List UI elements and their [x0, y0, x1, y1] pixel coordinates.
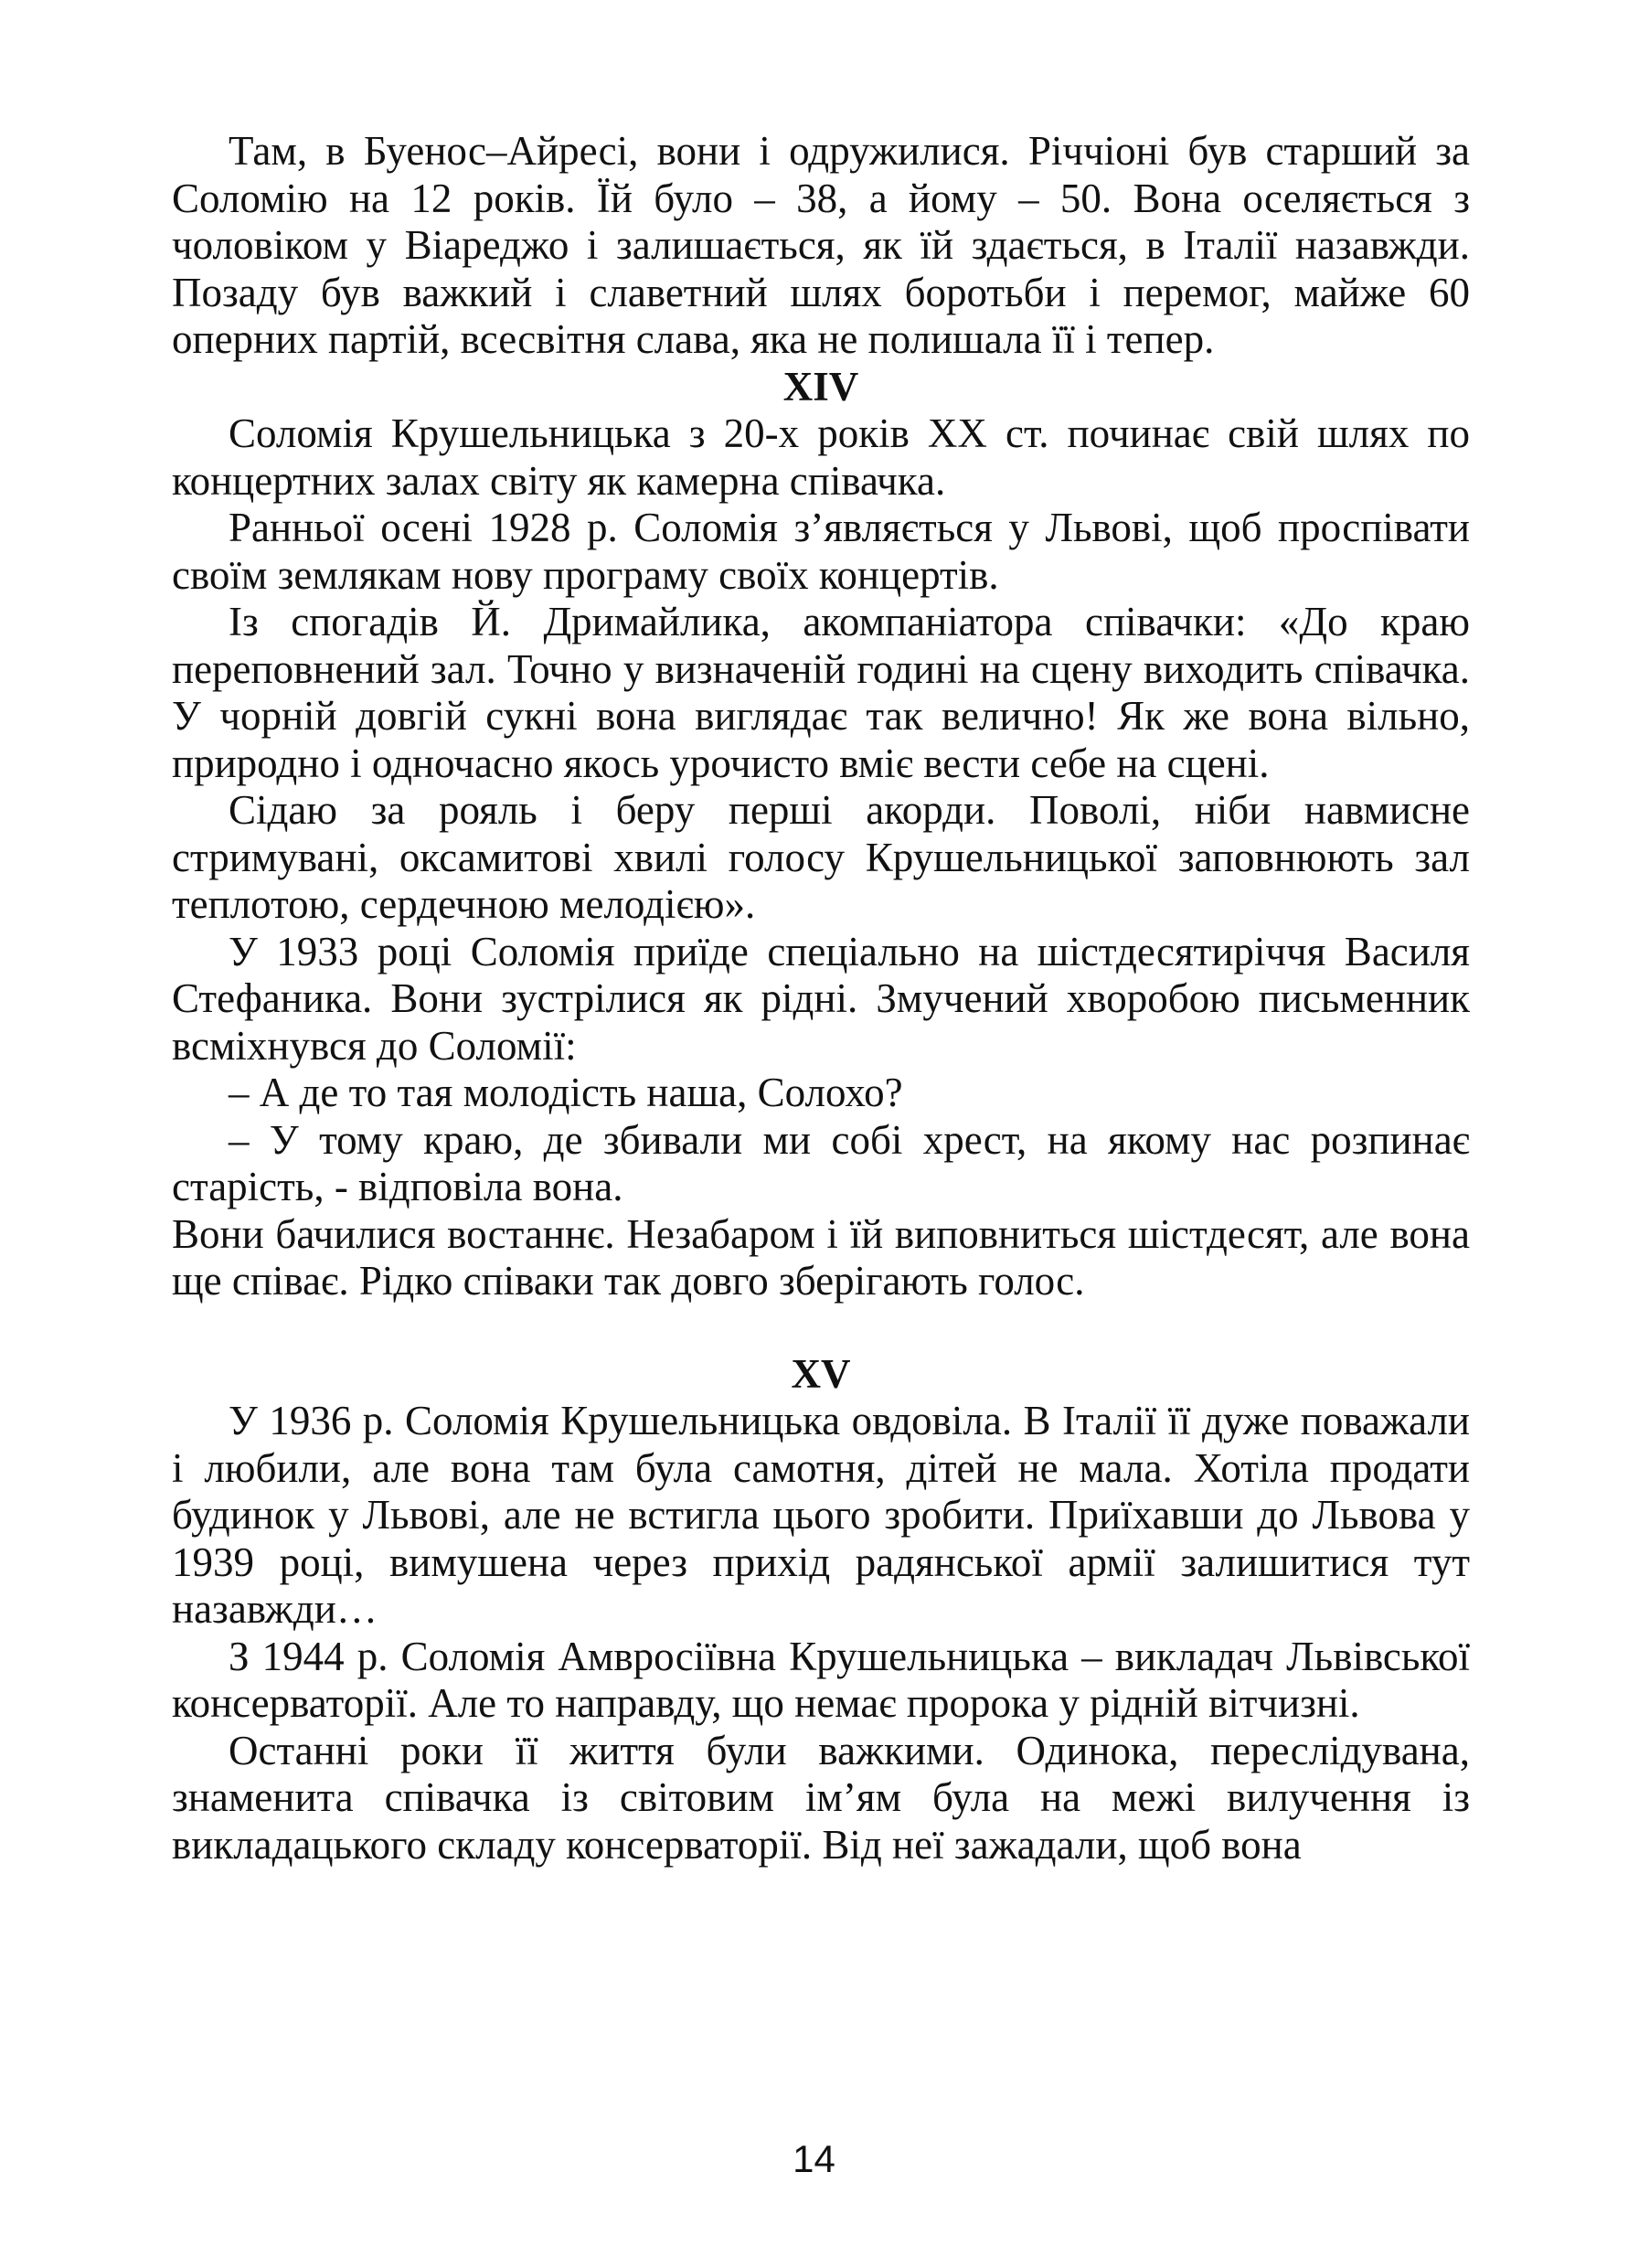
dialogue-line-answer: – У тому краю, де збивали ми собі хрест, на якому нас розпинає старість, - відповіла вона.	[172, 1116, 1470, 1209]
paragraph-last-meeting: Вони бачилися востаннє. Незабаром і їй виповниться шістдесят, але вона ще співає. Рідко співаки так довго зберігають голос.	[172, 1210, 1470, 1304]
dialogue-line-question: – А де то тая молодість наша, Солохо?	[229, 1070, 903, 1115]
page-body	[172, 128, 1470, 1869]
paragraph-memoir-quote: Із спогадів Й. Дримайлика, акомпаніатора співачки: «До краю переповнений зал. Точно у визначеній годині на сцену виходить співачка. У чорній довгій сукні вона виглядає так велично! Як же вона вільно, природно і одночасно якось урочисто вміє вести себе на сцені.	[172, 599, 1470, 786]
paragraph-conservatory: З 1944 р. Соломія Амвросіївна Крушельницька – викладач Львівської консерваторії. Але то направду, що немає пророка у рідній вітчизні.	[172, 1633, 1470, 1726]
paragraph-piano: Сідаю за рояль і беру перші акорди. Поволі, ніби навмисне стримувані, оксамитові хвилі голосу Крушельницької заповнюють зал теплотою, сердечною мелодією».	[172, 787, 1470, 927]
page-number: 14	[793, 2137, 835, 2180]
paragraph-marriage: Там, в Буенос–Айресі, вони і одружилися. Річчіоні був старший за Соломію на 12 років. Їй було – 38, а йому – 50. Вона оселяється з чоловіком у Віареджо і залишається, як їй здається, в Італії назавжди. Позаду був важкий і славетний шлях боротьби і перемог, майже 60 оперних партій, всесвітня слава, яка не полишала її і тепер.	[172, 128, 1470, 362]
paragraph-last-years: Останні роки її життя були важкими. Одинока, переслідувана, знаменита співачка із світовим ім’ям була на межі вилучення із викладацького складу консерваторії. Від неї зажадали, щоб вона	[172, 1727, 1470, 1868]
paragraph-lviv-1928: Ранньої осені 1928 р. Соломія з’являється у Львові, щоб проспівати своїм землякам нову програму своїх концертів.	[172, 505, 1470, 598]
section-heading-xiv: XIV	[782, 363, 859, 410]
paragraph-stefanyk: У 1933 році Соломія приїде спеціально на шістдесятиріччя Василя Стефаника. Вони зустрілися як рідні. Змучений хворобою письменник всміхнувся до Соломії:	[172, 928, 1470, 1069]
paragraph-widowed: У 1936 р. Соломія Крушельницька овдовіла. В Італії її дуже поважали і любили, але вона там була самотня, дітей не мала. Хотіла продати будинок у Львові, але не встигла цього зробити. Приїхавши до Львова у 1939 році, вимушена через прихід радянської армії залишитися тут назавжди…	[172, 1398, 1470, 1632]
section-heading-xv: XV	[791, 1350, 851, 1397]
paragraph-chamber-singer: Соломія Крушельницька з 20-х років XX ст. починає свій шлях по концертних залах світу як камерна співачка.	[172, 410, 1470, 504]
